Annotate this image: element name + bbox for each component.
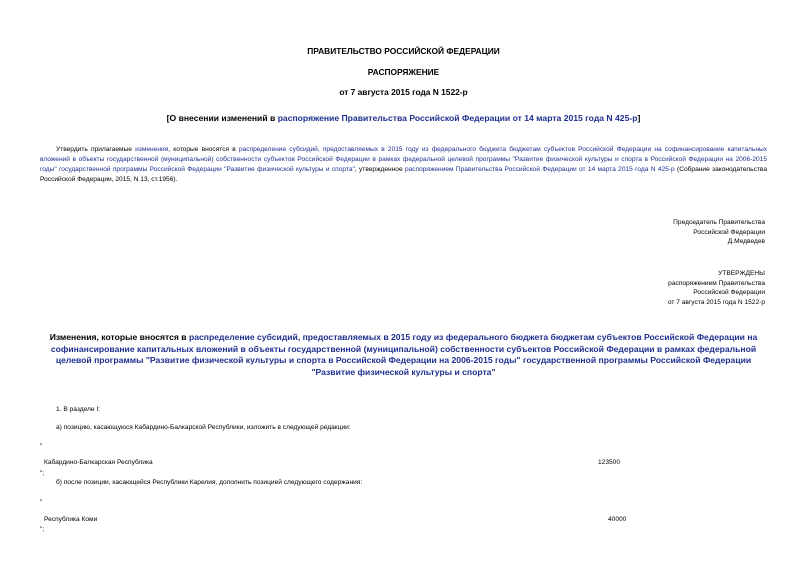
signature-line-2: Российской Федерации	[693, 228, 765, 236]
p1-text-b: , которые вносятся в	[168, 146, 239, 153]
link-order-425r[interactable]: распоряжением Правительства Российской Федерации от 14 марта 2015 года N 425-р	[404, 166, 675, 173]
document-date-number: от 7 августа 2015 года N 1522-р	[339, 87, 468, 97]
item-a: а) позицию, касающуюся Кабардино-Балкарской Республики, изложить в следующей редакции:	[56, 424, 351, 431]
approved-line-3: Российской Федерации	[693, 289, 765, 297]
title-open: [О внесении изменений в	[166, 113, 278, 123]
row1-value: 123500	[598, 459, 621, 466]
section-item: 1. В разделе I:	[56, 406, 101, 413]
quote-close-2: ";	[40, 526, 45, 533]
changes-title-prefix: Изменения, которые вносятся в	[49, 332, 189, 342]
quote-open-1: "	[40, 443, 43, 450]
approved-line-2: распоряжением Правительства	[668, 279, 765, 287]
document-type: РАСПОРЯЖЕНИЕ	[367, 67, 440, 77]
government-heading: ПРАВИТЕЛЬСТВО РОССИЙСКОЙ ФЕДЕРАЦИИ	[307, 46, 500, 56]
document-title	[40, 113, 767, 125]
p1-text-d: (Собрание законодательства Российской Федерации, 2015, N 13, ст.1956).	[40, 166, 767, 183]
row2-region: Республика Коми	[44, 516, 98, 523]
changes-title	[40, 332, 767, 378]
signature-line-1: Председатель Правительства	[673, 219, 765, 226]
p1-text-c: , утвержденное	[354, 166, 405, 173]
approved-line-1: УТВЕРЖДЕНЫ	[718, 270, 765, 277]
approved-line-4: от 7 августа 2015 года N 1522-р	[667, 298, 765, 306]
row2-value: 40000	[608, 516, 627, 523]
link-distribution[interactable]: распределение субсидий, предоставляемых в 2015 году из федерального бюджета бюджетам субъектов Российской Федерации на софинансирование капитальных вложений в объекты государственной (муниципальной) собственности субъектов Российской Федерации в рамках федеральной целевой программы "Развитие физической культуры и спорта в Российской Федерации на 2006-2015 годы" государственной программы Российской Федерации "Развитие физической культуры и спорта"	[40, 146, 767, 173]
row1-region: Кабардино-Балкарская Республика	[44, 459, 153, 466]
item-b: б) после позиции, касающейся Республики Карелия, дополнить позицией следующего содержания:	[56, 479, 363, 486]
approved-block	[668, 269, 765, 307]
p1-text-a: Утвердить прилагаемые	[56, 146, 136, 153]
link-changes[interactable]: изменения	[135, 146, 169, 153]
changes-title-link[interactable]: распределение субсидий, предоставляемых в 2015 году из федерального бюджета бюджетам субъектов Российской Федерации на софинансирование капитальных вложений в объекты государственной (муниципальной) собственности субъектов Российской Федерации в рамках федеральной целевой программы "Развитие физической культуры и спорта в Российской Федерации на 2006-2015 годы" государственной программы Российской Федерации "Развитие физической культуры и спорта"	[50, 332, 758, 377]
title-link-425r[interactable]: распоряжение Правительства Российской Федерации от 14 марта 2015 года N 425-р	[277, 113, 638, 123]
main-paragraph	[40, 145, 767, 185]
title-close: ]	[637, 113, 641, 123]
signature-block	[673, 218, 765, 247]
signature-line-3: Д.Медведев	[727, 238, 765, 246]
quote-open-2: "	[40, 499, 43, 506]
quote-close-1: ";	[40, 470, 45, 477]
